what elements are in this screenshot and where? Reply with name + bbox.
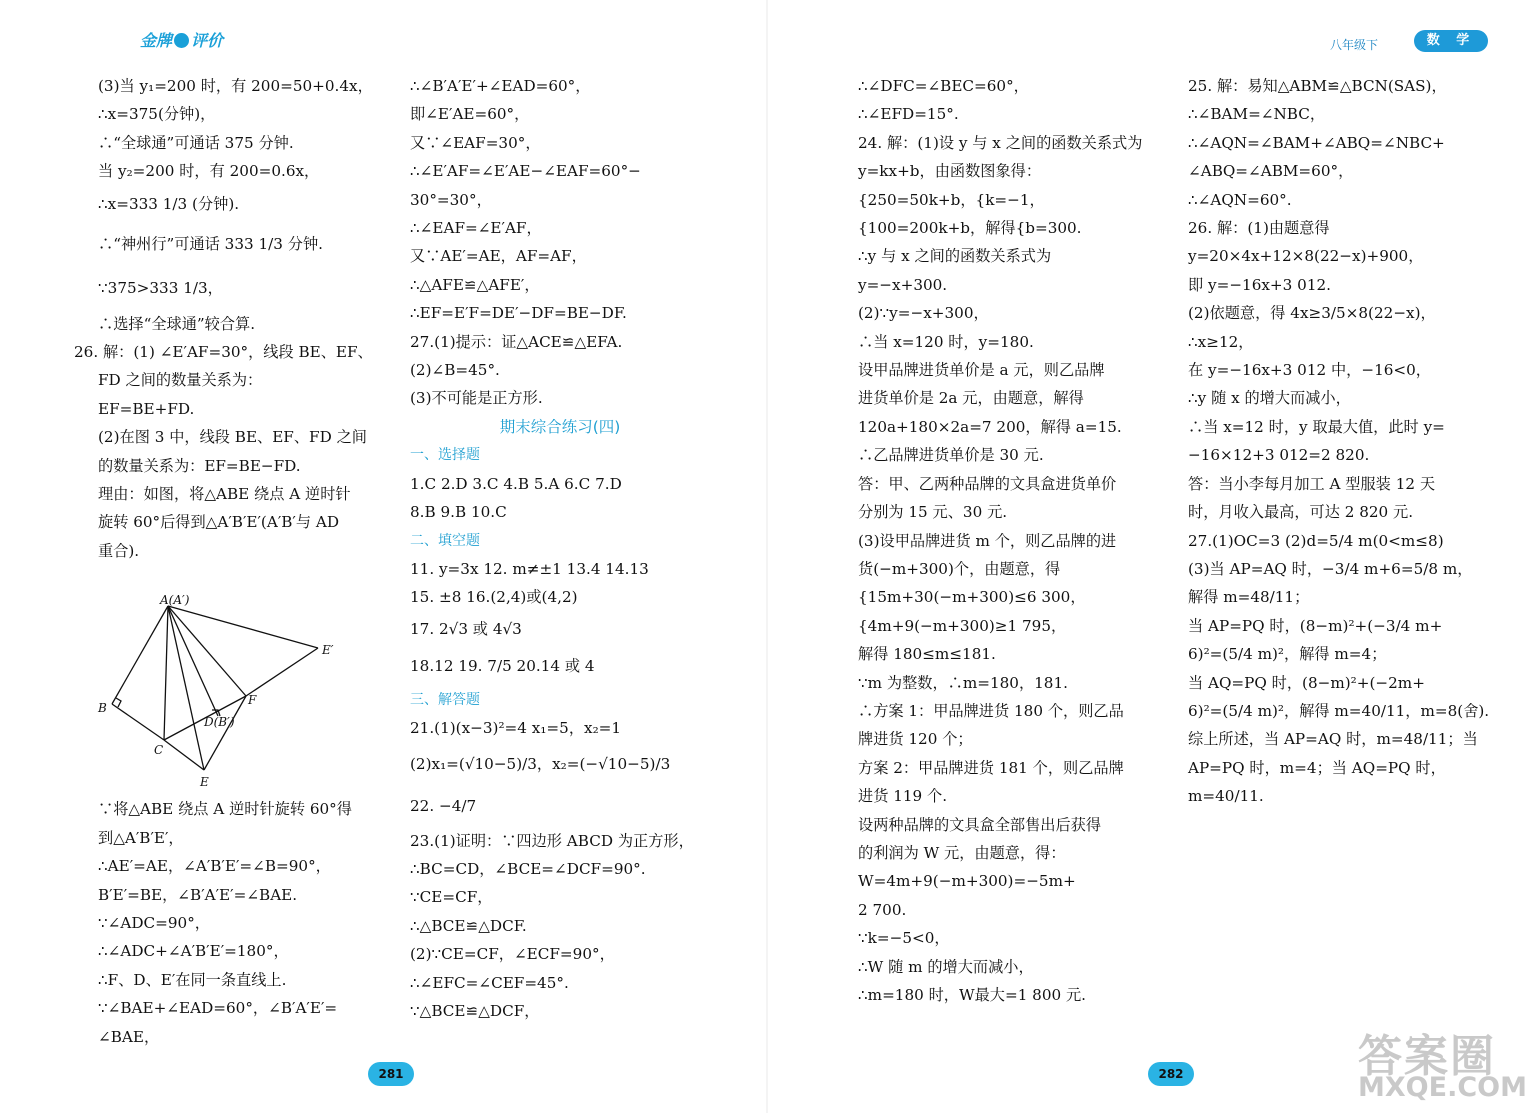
text-line: 综上所述，当 AP=AQ 时，m=48/11；当 (1188, 730, 1478, 749)
text-line: 牌进货 120 个； (858, 730, 973, 749)
page-number-left: 281 (368, 1062, 414, 1086)
text-line: 30°=30°， (410, 190, 492, 209)
left-page-column-2 (410, 72, 710, 1025)
text-line: ∴△BCE≌△DCF. (410, 916, 527, 935)
text-line: ∴“全球通”可通话 375 分钟. (98, 133, 294, 152)
text-line: ∴选择“全球通”较合算. (98, 314, 256, 333)
label-B: B (98, 701, 107, 715)
text-line: 的数量关系为：EF=BE−FD. (98, 456, 301, 475)
text-line: ∴方案 1：甲品牌进货 180 个，则乙品 (858, 701, 1124, 720)
text-line: ∴∠AQN=∠BAM+∠ABQ=∠NBC+ (1188, 133, 1445, 152)
text-line: FD 之间的数量关系为： (98, 371, 263, 390)
text-line: (2)∵CE=CF，∠ECF=90°， (410, 945, 615, 964)
text-line: ∴AE′=AE，∠A′B′E′=∠B=90°， (98, 857, 331, 876)
text-line: 进货单价是 2a 元，由题意，解得 (858, 389, 1084, 408)
text-line: 即 y=−16x+3 012. (1188, 275, 1331, 294)
text-line: {250=50k+b，{k=−1， (858, 190, 1045, 209)
text-line: (3)当 AP=AQ 时，−3/4 m+6=5/8 m， (1188, 559, 1473, 578)
text-line: ∴∠E′AF=∠E′AE−∠EAF=60°− (410, 162, 641, 181)
text-line: ∴y 随 x 的增大而减小， (1188, 389, 1351, 408)
text-line: 15. ±8 16.(2,4)或(4,2) (410, 588, 578, 607)
segment-AD (168, 606, 218, 716)
watermark-url: MXQE.COM (1358, 1072, 1527, 1103)
text-line: 11. y=3x 12. m≠±1 13.4 14.13 (410, 559, 649, 578)
segment-AC (164, 606, 168, 740)
label-D: D(B′) (204, 715, 235, 729)
text-line: B′E′=BE，∠B′A′E′=∠BAE. (98, 885, 298, 904)
text-line: 8.B 9.B 10.C (410, 503, 507, 522)
text-line: ∵∠BAE+∠EAD=60°，∠B′A′E′= (98, 999, 338, 1018)
text-line: 27.(1)提示：证△ACE≌△EFA. (410, 332, 623, 351)
segment-AE (168, 606, 204, 770)
text-line: 17. 2√3 或 4√3 (410, 619, 522, 638)
text-line: 货(−m+300)个，由题意，得 (858, 559, 1061, 578)
text-line: ∴∠EFC=∠CEF=45°. (410, 973, 569, 992)
text-line: {4m+9(−m+300)≥1 795， (858, 616, 1067, 635)
text-line: ∠BAE， (98, 1027, 160, 1046)
page-number-right: 282 (1148, 1062, 1194, 1086)
text-line: 当 y₂=200 时，有 200=0.6x， (98, 162, 320, 181)
text-line: AP=PQ 时，m=4；当 AQ=PQ 时， (1188, 758, 1446, 777)
text-line: 在 y=−16x+3 012 中，−16<0， (1188, 361, 1431, 380)
section-heading-choice: 一、选择题 (410, 447, 480, 464)
text-line: ∵∠ADC=90°， (98, 913, 210, 932)
text-line: 进货 119 个. (858, 787, 948, 806)
text-line: (2)依题意，得 4x≥3/5×8(22−x)， (1188, 304, 1436, 323)
text-line: ∴∠ADC+∠A′B′E′=180°， (98, 942, 289, 961)
text-line: ∵将△ABE 绕点 A 逆时针旋转 60°得 (98, 800, 352, 819)
section-title: 期末综合练习(四) (499, 417, 621, 436)
text-line: 1.C 2.D 3.C 4.B 5.A 6.C 7.D (410, 474, 622, 493)
segment-E-prime-F (246, 648, 318, 696)
grade-label: 八年级下 (1330, 38, 1379, 52)
text-line: 的利润为 W 元，由题意，得： (858, 843, 1066, 862)
text-line: (3)当 y₁=200 时，有 200=50+0.4x， (98, 77, 373, 95)
text-line: ∴当 x=120 时，y=180. (858, 332, 1034, 351)
segment-AF (168, 606, 246, 696)
page-gutter (766, 0, 768, 1113)
text-line: 设两种品牌的文具盒全部售出后获得 (858, 815, 1101, 834)
brand-logo (140, 28, 223, 51)
text-line: 18.12 19. 7/5 20.14 或 4 (410, 656, 595, 675)
text-line: ∴BC=CD，∠BCE=∠DCF=90°. (410, 859, 646, 878)
text-line: ∠ABQ=∠ABM=60°， (1188, 162, 1354, 181)
text-line: 即∠E′AE=60°， (410, 105, 530, 124)
text-line: (3)不可能是正方形. (410, 389, 543, 408)
text-line: ∴∠EFD=15°. (858, 105, 959, 124)
text-line: (2)∵y=−x+300， (858, 304, 989, 323)
text-line: −16×12+3 012=2 820. (1188, 446, 1370, 465)
text-line: 24. 解：(1)设 y 与 x 之间的函数关系式为 (858, 133, 1143, 152)
text-line: 重合). (98, 541, 140, 560)
text-line: ∴∠AQN=60°. (1188, 190, 1292, 209)
text-line: ∴∠DFC=∠BEC=60°， (858, 77, 1029, 95)
text-line: ∴∠BAM=∠NBC， (1188, 105, 1326, 124)
text-line: y=kx+b，由函数图象得： (858, 162, 1042, 181)
text-line: 理由：如图，将△ABE 绕点 A 逆时针 (98, 485, 351, 504)
text-line: 26. 解：(1)由题意得 (1188, 219, 1330, 238)
text-line: 解得 180≤m≤181. (858, 645, 996, 664)
brand-word-2: 评价 (191, 31, 224, 50)
text-line: ∴F、D、E′在同一条直线上. (98, 970, 287, 989)
label-E-prime: E′ (322, 643, 334, 657)
label-E: E (200, 775, 209, 789)
text-line: 2 700. (858, 900, 907, 919)
text-line: ∴乙品牌进货单价是 30 元. (858, 446, 1044, 465)
text-line: y=20×4x+12×8(22−x)+900， (1188, 247, 1424, 266)
text-line: ∴当 x=12 时，y 取最大值，此时 y= (1188, 417, 1445, 436)
section-heading-answer: 三、解答题 (410, 691, 480, 708)
text-line: {15m+30(−m+300)≤6 300， (858, 588, 1086, 607)
text-line: 又∵AE′=AE，AF=AF， (410, 247, 587, 266)
text-line: ∵375>333 1/3， (98, 278, 223, 297)
text-line: 解得 m=48/11； (1188, 588, 1310, 607)
watermark-logo: 答案圈 (1358, 1031, 1496, 1082)
text-line: ∴∠B′A′E′+∠EAD=60°， (410, 77, 591, 95)
text-line: (3)设甲品牌进货 m 个，则乙品牌的进 (858, 531, 1117, 550)
text-line: ∵m 为整数，∴m=180，181. (858, 673, 1068, 692)
subject-badge: 数 学 (1414, 30, 1488, 52)
right-angle-mark-B (116, 698, 121, 707)
text-line: y=−x+300. (858, 275, 948, 294)
segment-AB (112, 606, 168, 704)
text-line: m=40/11. (1188, 787, 1264, 806)
segment-AE-prime (168, 606, 318, 648)
text-line: (2)在图 3 中，线段 BE、EF、FD 之间 (98, 428, 367, 447)
text-line: W=4m+9(−m+300)=−5m+ (858, 872, 1076, 891)
text-line: ∴m=180 时，W最大=1 800 元. (858, 986, 1087, 1004)
text-line: 又∵∠EAF=30°， (410, 133, 541, 152)
text-line: 23.(1)证明：∵四边形 ABCD 为正方形， (410, 831, 694, 850)
left-page-column-1 (74, 72, 380, 1051)
text-line: 120a+180×2a=7 200，解得 a=15. (858, 417, 1122, 436)
text-line: EF=BE+FD. (98, 399, 195, 418)
right-page-column-1 (858, 72, 1158, 1009)
geometry-figure (96, 592, 356, 792)
text-line: 时，月收入最高，可达 2 820 元. (1188, 503, 1414, 522)
text-line: ∵△BCE≌△DCF， (410, 1001, 540, 1020)
text-line: ∴x≥12， (1188, 332, 1254, 351)
label-C: C (154, 743, 164, 757)
text-line: 6)²=(5/4 m)²，解得 m=4； (1188, 645, 1387, 664)
text-line: ∴x=333 1/3 (分钟). (98, 194, 240, 213)
text-line: 方案 2：甲品牌进货 181 个，则乙品牌 (858, 758, 1124, 777)
text-line: 6)²=(5/4 m)²，解得 m=40/11，m=8(舍). (1188, 701, 1490, 720)
text-line: (2)∠B=45°. (410, 361, 500, 380)
text-line: ∴y 与 x 之间的函数关系式为 (858, 247, 1052, 266)
text-line: ∴△AFE≌△AFE′， (410, 275, 540, 294)
text-line: 答：甲、乙两种品牌的文具盒进货单价 (858, 474, 1117, 493)
text-line: ∴x=375(分钟)， (98, 105, 216, 124)
text-line: 分别为 15 元、30 元. (858, 503, 1008, 522)
text-line: 设甲品牌进货单价是 a 元，则乙品牌 (858, 361, 1105, 380)
text-line: ∴W 随 m 的增大而减小， (858, 957, 1034, 976)
text-line: 22. −4/7 (410, 796, 477, 815)
text-line: 旋转 60°后得到△A′B′E′(A′B′与 AD (98, 513, 340, 532)
brand-word-1: 金牌 (140, 31, 173, 50)
text-line: ∴∠EAF=∠E′AF， (410, 219, 542, 238)
text-line: ∴“神州行”可通话 333 1/3 分钟. (98, 234, 323, 253)
text-line: 当 AQ=PQ 时，(8−m)²+(−2m+ (1188, 673, 1425, 692)
brand-dot-icon (174, 33, 189, 48)
text-line: 21.(1)(x−3)²=4 x₁=5，x₂=1 (410, 719, 622, 738)
section-heading-fill: 二、填空题 (410, 532, 480, 549)
text-line: {100=200k+b，解得{b=300. (858, 219, 1082, 238)
label-F: F (248, 693, 257, 707)
segment-BC (112, 704, 164, 740)
text-line: ∴EF=E′F=DE′−DF=BE−DF. (410, 304, 627, 323)
right-page-column-2 (1188, 72, 1496, 811)
text-line: (2)x₁=(√10−5)/3，x₂=(−√10−5)/3 (410, 754, 671, 773)
text-line: 25. 解：易知△ABM≌△BCN(SAS)， (1188, 77, 1447, 95)
text-line: 26. 解：(1) ∠E′AF=30°，线段 BE、EF、 (74, 343, 373, 362)
text-line: 27.(1)OC=3 (2)d=5/4 m(0<m≤8) (1188, 531, 1444, 550)
text-line: 到△A′B′E′， (98, 828, 184, 847)
label-A: A(A′) (160, 593, 190, 607)
text-line: ∵CE=CF， (410, 888, 493, 907)
text-line: ∵k=−5<0， (858, 929, 950, 948)
text-line: 当 AP=PQ 时，(8−m)²+(−3/4 m+ (1188, 616, 1443, 635)
text-line: 答：当小李每月加工 A 型服装 12 天 (1188, 474, 1436, 493)
